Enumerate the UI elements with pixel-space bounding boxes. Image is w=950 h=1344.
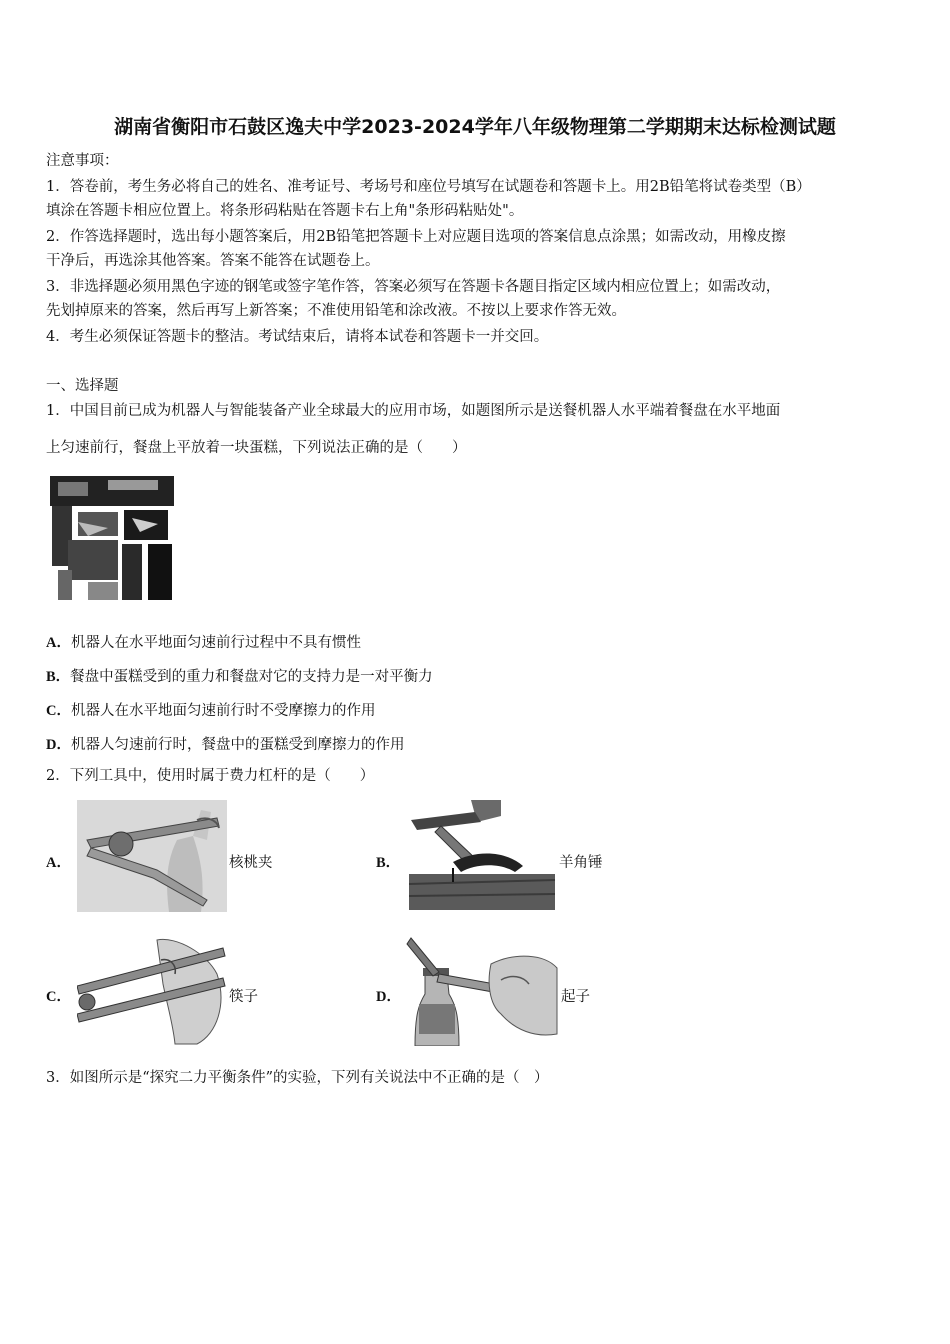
option-letter: D． [46, 737, 71, 753]
q2-option-a-letter [46, 851, 71, 872]
option-letter: B． [376, 855, 401, 871]
q2-option-b-label: 羊角锤 [559, 855, 603, 871]
notice-line: 干净后，再选涂其他答案。答案不能答在试题卷上。 [46, 253, 380, 269]
option-letter: A． [46, 635, 71, 651]
option-text: 机器人在水平地面匀速前行过程中不具有惯性 [70, 635, 361, 651]
notice-line: 3．非选择题必须用黑色字迹的钢笔或签字笔作答，答案必须写在答题卡各题目指定区域内相应位置上；如需改动， [46, 279, 781, 295]
option-letter: D． [376, 989, 401, 1005]
q1-option-b [46, 665, 433, 686]
q2-option-a-label: 核桃夹 [229, 855, 273, 871]
notice-line: 4．考生必须保证答题卡的整洁。考试结束后，请将本试卷和答题卡一并交回。 [46, 329, 549, 345]
q2-option-d-label: 起子 [561, 989, 590, 1005]
bottle-opener-figure [405, 934, 559, 1046]
question-1-stem-cont: 上匀速前行，餐盘上平放着一块蛋糕，下列说法正确的是（ ） [46, 440, 467, 456]
notice-line: 1．答卷前，考生务必将自己的姓名、准考证号、考场号和座位号填写在试题卷和答题卡上。用2B铅笔将试卷类型（B） [46, 179, 811, 195]
question-3-stem: 3．如图所示是“探究二力平衡条件”的实验，下列有关说法中不正确的是（ ） [46, 1070, 549, 1086]
section-heading: 一、选择题 [46, 378, 119, 394]
option-text: 餐盘中蛋糕受到的重力和餐盘对它的支持力是一对平衡力 [70, 669, 433, 685]
robot-figure [48, 474, 176, 604]
claw-hammer-figure [405, 800, 557, 912]
option-text: 机器人在水平地面匀速前行时不受摩擦力的作用 [70, 703, 376, 719]
q2-option-b-letter [376, 851, 400, 872]
page-title: 湖南省衡阳市石鼓区逸夫中学2023-2024学年八年级物理第二学期期末达标检测试题 [114, 116, 836, 138]
q1-option-c [46, 699, 375, 720]
q2-option-c-letter [46, 985, 71, 1006]
q2-option-d-letter [376, 985, 401, 1006]
notice-line: 填涂在答题卡相应位置上。将条形码粘贴在答题卡右上角"条形码粘贴处"。 [46, 203, 524, 219]
option-letter: A． [46, 855, 71, 871]
option-letter: B． [46, 669, 71, 685]
walnut-cracker-figure [77, 800, 227, 912]
notice-heading: 注意事项： [46, 153, 119, 169]
question-1-stem: 1．中国目前已成为机器人与智能装备产业全球最大的应用市场，如题图所示是送餐机器人水平端着餐盘在水平地面 [46, 403, 781, 419]
notice-line: 先划掉原来的答案，然后再写上新答案；不准使用铅笔和涂改液。不按以上要求作答无效。 [46, 303, 626, 319]
chopsticks-figure [77, 934, 227, 1046]
option-text: 机器人匀速前行时，餐盘中的蛋糕受到摩擦力的作用 [70, 737, 405, 753]
q1-option-a [46, 631, 361, 652]
question-2-stem: 2．下列工具中，使用时属于费力杠杆的是（ ） [46, 768, 375, 784]
q2-option-c-label: 筷子 [229, 989, 258, 1005]
option-letter: C． [46, 989, 71, 1005]
notice-line: 2．作答选择题时，选出每小题答案后，用2B铅笔把答题卡上对应题目选项的答案信息点涂黑；如需改动，用橡皮擦 [46, 229, 786, 245]
q1-option-d [46, 733, 404, 754]
option-letter: C． [46, 703, 71, 719]
